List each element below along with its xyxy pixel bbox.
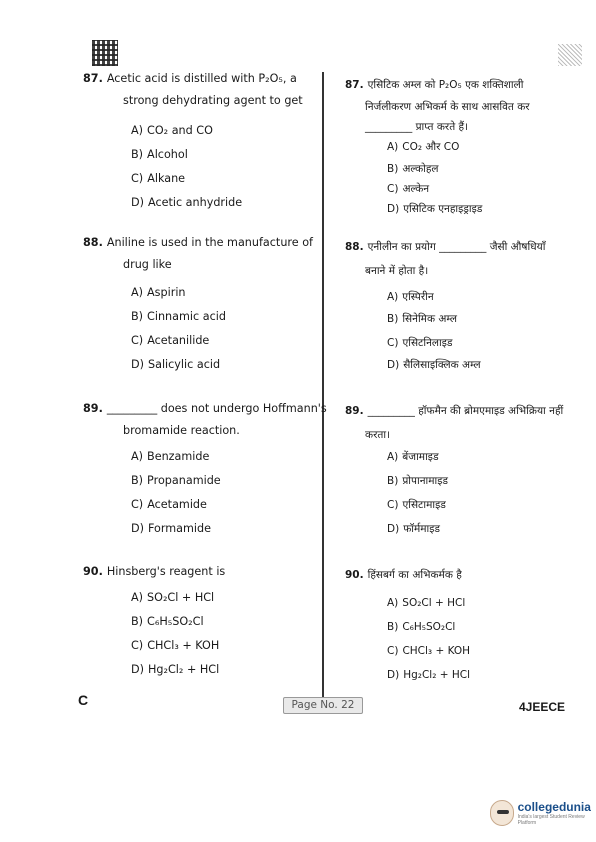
option-label: B): [131, 615, 144, 628]
option-d: [387, 358, 481, 372]
question-text: _________ does not undergo Hoffmann's: [106, 402, 327, 415]
option-text: Acetanilide: [147, 334, 210, 347]
option-d: [387, 668, 470, 682]
option-text: अल्कोहल: [402, 163, 439, 175]
mascot-icon: [490, 800, 514, 826]
question-text: एसिटिक अम्ल को P₂O₅ एक शक्तिशाली: [367, 79, 524, 91]
option-label: D): [387, 203, 400, 215]
option-text: C₆H₅SO₂Cl: [402, 621, 456, 633]
option-a: [387, 596, 465, 610]
column-divider: [322, 72, 324, 712]
option-text: प्रोपानामाइड: [402, 475, 449, 487]
question-text: _________ प्राप्त करते हैं।: [365, 121, 469, 133]
question-text: bromamide reaction.: [123, 424, 240, 437]
question-number: 89.: [345, 405, 364, 417]
option-text: Hg₂Cl₂ + HCl: [147, 663, 220, 676]
question-number: 90.: [83, 565, 103, 578]
option-text: Aspirin: [147, 286, 186, 299]
option-text: Benzamide: [147, 450, 210, 463]
page-number: Page No. 22: [283, 697, 363, 714]
option-text: एसिटामाइड: [402, 499, 446, 511]
option-a: [131, 286, 186, 300]
option-b: [387, 620, 455, 634]
option-label: D): [131, 196, 144, 209]
option-text: Hg₂Cl₂ + HCl: [403, 669, 471, 681]
question-number: 87.: [83, 72, 103, 85]
option-label: B): [387, 475, 399, 487]
option-b: [131, 310, 226, 324]
option-label: A): [387, 141, 399, 153]
option-text: एसिटनिलाइड: [402, 337, 453, 349]
question-number: 90.: [345, 569, 364, 581]
option-text: SO₂Cl + HCl: [147, 591, 215, 604]
logo-name: collegedunia: [517, 800, 591, 814]
option-text: अल्केन: [402, 183, 430, 195]
logo-tagline: India's largest Student Review Platform: [517, 814, 585, 826]
option-text: CHCl₃ + KOH: [147, 639, 220, 652]
option-label: B): [387, 163, 399, 175]
collegedunia-logo: [490, 800, 596, 826]
option-label: A): [131, 124, 144, 137]
qr-code: [92, 40, 118, 66]
option-c: [131, 639, 219, 653]
option-c: [387, 182, 429, 196]
option-label: C): [131, 498, 144, 511]
option-d: [131, 358, 220, 372]
question-text: बनाने में होता है।: [365, 265, 429, 277]
option-text: Cinnamic acid: [147, 310, 226, 323]
option-text: Acetic anhydride: [147, 196, 243, 209]
option-label: D): [387, 523, 400, 535]
option-label: B): [387, 313, 399, 325]
question-number: 88.: [345, 241, 364, 253]
option-b: [387, 474, 448, 488]
option-a: [131, 124, 213, 138]
option-c: [131, 498, 207, 512]
option-label: C): [387, 499, 399, 511]
option-label: C): [387, 337, 399, 349]
option-label: B): [131, 148, 144, 161]
question-text: _________ हॉफमैन की ब्रोमएमाइड अभिक्रिया नहीं: [367, 405, 564, 417]
option-text: सिनेमिक अम्ल: [402, 313, 457, 325]
option-b: [131, 148, 188, 162]
option-c: [387, 336, 453, 350]
option-c: [387, 498, 446, 512]
option-text: Formamide: [147, 522, 212, 535]
option-a: [131, 591, 214, 605]
option-a: [387, 140, 459, 154]
question-text: करता।: [365, 429, 391, 441]
option-b: [387, 162, 439, 176]
option-text: CHCl₃ + KOH: [402, 645, 471, 657]
corner-stamp: [558, 44, 582, 66]
option-text: एस्पिरीन: [402, 291, 434, 303]
option-text: बेंजामाइड: [402, 451, 439, 463]
option-text: Alcohol: [147, 148, 188, 161]
option-text: Alkane: [147, 172, 186, 185]
exam-code: 4JEECE: [519, 700, 566, 714]
question-text: निर्जलीकरण अभिकर्म के साथ आसवित कर: [365, 101, 530, 113]
question-number: 88.: [83, 236, 103, 249]
option-label: D): [131, 522, 144, 535]
option-label: D): [387, 359, 400, 371]
option-text: एसिटिक एनहाइड्राइड: [403, 203, 483, 215]
option-c: [131, 334, 209, 348]
question-text: Acetic acid is distilled with P₂O₅, a: [106, 72, 297, 85]
option-label: A): [387, 451, 399, 463]
question-text: एनीलीन का प्रयोग _________ जैसी औषधियाँ: [367, 241, 546, 253]
option-d: [131, 196, 242, 210]
question-text: हिंसबर्ग का अभिकर्मक है: [367, 569, 462, 581]
option-b: [131, 474, 221, 488]
option-label: C): [131, 334, 144, 347]
option-label: B): [131, 310, 144, 323]
option-label: C): [131, 639, 144, 652]
option-b: [131, 615, 204, 629]
option-d: [387, 522, 440, 536]
option-d: [387, 202, 482, 216]
option-text: सैलिसाइक्लिक अम्ल: [403, 359, 481, 371]
option-label: D): [387, 669, 400, 681]
option-text: CO₂ और CO: [402, 141, 460, 153]
option-label: D): [131, 358, 144, 371]
option-label: A): [387, 597, 399, 609]
question-text: drug like: [123, 258, 172, 271]
option-text: Propanamide: [147, 474, 221, 487]
option-label: A): [131, 591, 144, 604]
option-a: [387, 290, 434, 304]
option-text: CO₂ and CO: [147, 124, 213, 137]
option-d: [131, 663, 219, 677]
option-text: C₆H₅SO₂Cl: [147, 615, 204, 628]
option-c: [387, 644, 470, 658]
option-a: [131, 450, 209, 464]
series-code: C: [78, 692, 89, 708]
option-label: A): [387, 291, 399, 303]
option-text: Salicylic acid: [147, 358, 221, 371]
option-label: B): [131, 474, 144, 487]
option-label: C): [387, 183, 399, 195]
option-text: Acetamide: [147, 498, 207, 511]
question-text: Hinsberg's reagent is: [106, 565, 226, 578]
option-label: A): [131, 286, 144, 299]
option-label: B): [387, 621, 399, 633]
option-text: SO₂Cl + HCl: [402, 597, 466, 609]
option-d: [131, 522, 211, 536]
question-number: 87.: [345, 79, 364, 91]
option-label: A): [131, 450, 144, 463]
option-b: [387, 312, 457, 326]
option-a: [387, 450, 439, 464]
question-number: 89.: [83, 402, 103, 415]
question-text: Aniline is used in the manufacture of: [106, 236, 313, 249]
option-text: फॉर्ममाइड: [403, 523, 441, 535]
option-label: C): [387, 645, 399, 657]
option-c: [131, 172, 185, 186]
question-text: strong dehydrating agent to get: [123, 94, 303, 107]
option-label: D): [131, 663, 144, 676]
option-label: C): [131, 172, 144, 185]
